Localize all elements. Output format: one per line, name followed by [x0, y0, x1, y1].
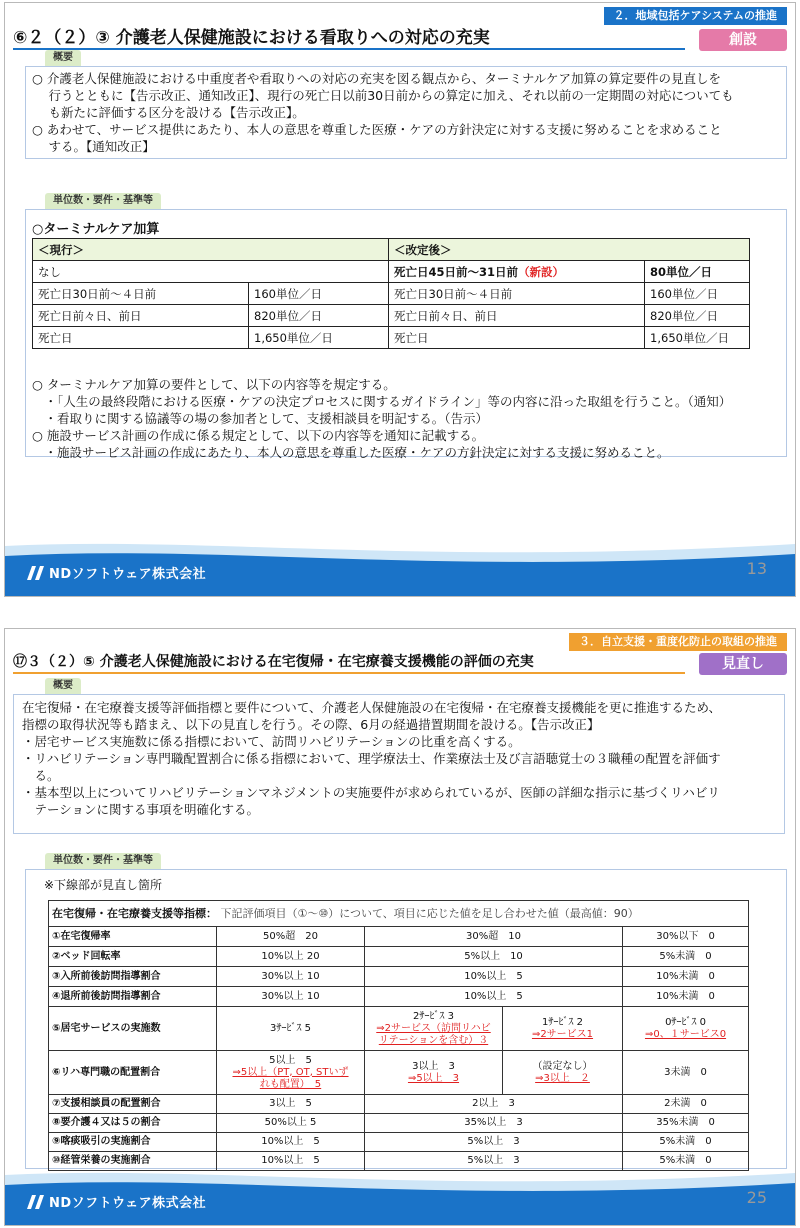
revised-header: ＜改定後＞ [389, 239, 750, 261]
overview-label: 概要 [45, 50, 81, 66]
table-row: ④退所前後訪問指導割合 30%以上 10 10%以上 5 10%未満 0 [49, 987, 749, 1007]
requirements-box [25, 869, 787, 1169]
overview-text [32, 70, 780, 155]
title-underline [13, 48, 685, 50]
table-row: ②ベッド回転率 10%以上 20 5%以上 10 5%未満 0 [49, 947, 749, 967]
text-line: ○ 介護老人保健施設における中重度者や看取りへの対応の充実を図る観点から、ターミナルケア加算の算定要件の見直しを [32, 71, 722, 86]
text-line: 指標の取得状況等も踏まえ、以下の見直しを行う。その際、6月の経過措置期間を設ける。【告示改正】 [22, 717, 600, 732]
text-line: も新たに評価する区分を設ける【告示改正】。 [32, 105, 305, 120]
logo-icon [27, 566, 45, 580]
overview-label: 概要 [45, 678, 81, 694]
table-row: 死亡日前々日、前日 820単位／日 死亡日前々日、前日 820単位／日 [33, 305, 750, 327]
text-line: ・リハビリテーション専門職配置割合に係る指標において、理学療法士、作業療法士及び言語聴覚士の３職種の配置を評価す [22, 751, 721, 766]
requirements-label: 単位数・要件・基準等 [45, 853, 161, 869]
requirements-text [32, 376, 731, 461]
text-line: ・施設サービス計画の作成にあたり、本人の意思を尊重した医療・ケアの方針決定に対する支援に努めること。 [32, 445, 670, 460]
note: ※下線部が見直し箇所 [44, 878, 163, 892]
new-row-label: 死亡日45日前～31日前（新設） [389, 261, 645, 283]
text-line: ・基本型以上についてリハビリテーションマネジメントの実施要件が求められているが、医師の詳細な指示に基づくリハビリ [22, 785, 720, 800]
text-line: 在宅復帰・在宅療養支援等評価指標と要件について、介護老人保健施設の在宅復帰・在宅療養支援機能を更に推進するため、 [22, 700, 722, 715]
table-row: ⑩経管栄養の実施割合 10%以上 5 5%以上 3 5%未満 0 [49, 1152, 749, 1171]
overview-box [25, 66, 787, 159]
table-row: ⑧要介護４又は５の割合 50%以上 5 35%以上 3 35%未満 0 [49, 1114, 749, 1133]
text-line: る。 [22, 768, 60, 783]
table-row: ⑨喀痰吸引の実施割合 10%以上 5 5%以上 3 5%未満 0 [49, 1133, 749, 1152]
table-row: ⑤居宅サービスの実施数 3ｻｰﾋﾞｽ 5 2ｻｰﾋﾞｽ 3 ⇒2サービス（訪問リハビ リテーションを含む）３ 1ｻｰﾋﾞｽ 2 ⇒2サービス1 0ｻｰﾋﾞｽ 0 ⇒0、１サービス0 [49, 1007, 749, 1051]
table-row: ⑦支援相談員の配置割合 3以上 5 2以上 3 2未満 0 [49, 1095, 749, 1114]
text-line: ・看取りに関する協議等の場の参加者として、支援相談員を明記する。（告示） [32, 411, 489, 426]
terminal-care-table [32, 238, 750, 349]
table-row: ⑥リハ専門職の配置割合 5以上 5 ⇒5以上（PT, OT, STいず れも配置） 5 3以上 3 ⇒5以上 3 （設定なし） ⇒3以上 ２ 3未満 0 [49, 1051, 749, 1095]
text-line: する。【通知改正】 [32, 139, 155, 154]
evaluation-table [48, 900, 749, 1171]
page-title: ⑰３（２）⑤ 介護老人保健施設における在宅復帰・在宅療養支援機能の評価の充実 [13, 654, 534, 670]
text-line: テーションに関する事項を明確化する。 [22, 802, 260, 817]
table-row: ③入所前後訪問指導割合 30%以上 10 10%以上 5 10%未満 0 [49, 967, 749, 987]
overview-box [13, 694, 785, 834]
none-cell: なし [33, 261, 389, 283]
overview-text [22, 699, 776, 818]
text-line: ○ 施設サービス計画の作成に係る規定として、以下の内容等を通知に記載する。 [32, 428, 485, 443]
table-row: 死亡日30日前～４日前 160単位／日 死亡日30日前～４日前 160単位／日 [33, 283, 750, 305]
text-line: ・居宅サービス実施数に係る指標において、訪問リハビリテーションの比重を高くする。 [22, 734, 521, 749]
status-badge: 見直し [699, 653, 787, 675]
text-line: ○ あわせて、サービス提供にあたり、本人の意思を尊重した医療・ケアの方針決定に対する支援に努めることを求めること [32, 122, 722, 137]
section-heading: ○ターミナルケア加算 [32, 222, 160, 237]
page-number: 25 [746, 1188, 767, 1207]
requirements-box [25, 209, 787, 460]
new-row-value: 80単位／日 [645, 261, 750, 283]
new-tag: （新設） [518, 264, 565, 279]
requirements-label: 単位数・要件・基準等 [45, 193, 161, 209]
status-badge: 創設 [699, 29, 787, 51]
category-tag: ２．地域包括ケアシステムの推進 [604, 7, 787, 25]
slide-25 [4, 628, 796, 1226]
table-header: 在宅復帰・在宅療養支援等指標： 下記評価項目（①～⑩）について、項目に応じた値を足し合わせた値（最高値：90） [49, 901, 749, 927]
table-row: 死亡日 1,650単位／日 死亡日 1,650単位／日 [33, 327, 750, 349]
category-tag: ３．自立支援・重度化防止の取組の推進 [569, 633, 787, 651]
text-line: ○ ターミナルケア加算の要件として、以下の内容等を規定する。 [32, 377, 396, 392]
slide-13 [4, 2, 796, 597]
title-underline [13, 672, 685, 674]
text-line: ・「人生の最終段階における医療・ケアの決定プロセスに関するガイドライン」等の内容に沿った取組を行うこと。（通知） [32, 394, 732, 409]
table-row: ①在宅復帰率 50%超 20 30%超 10 30%以下 0 [49, 927, 749, 947]
logo-icon [27, 1195, 45, 1209]
page-title: ⑥２（２）③ 介護老人保健施設における看取りへの対応の充実 [13, 28, 490, 48]
current-header: ＜現行＞ [33, 239, 389, 261]
page-number: 13 [746, 559, 767, 578]
company-logo: NDソフトウェア株式会社 [27, 563, 206, 582]
text-line: 行うとともに【告示改正、通知改正】、現行の死亡日以前30日前からの算定に加え、それ以前の一定期間の対応についても [32, 88, 734, 103]
company-logo: NDソフトウェア株式会社 [27, 1192, 206, 1211]
